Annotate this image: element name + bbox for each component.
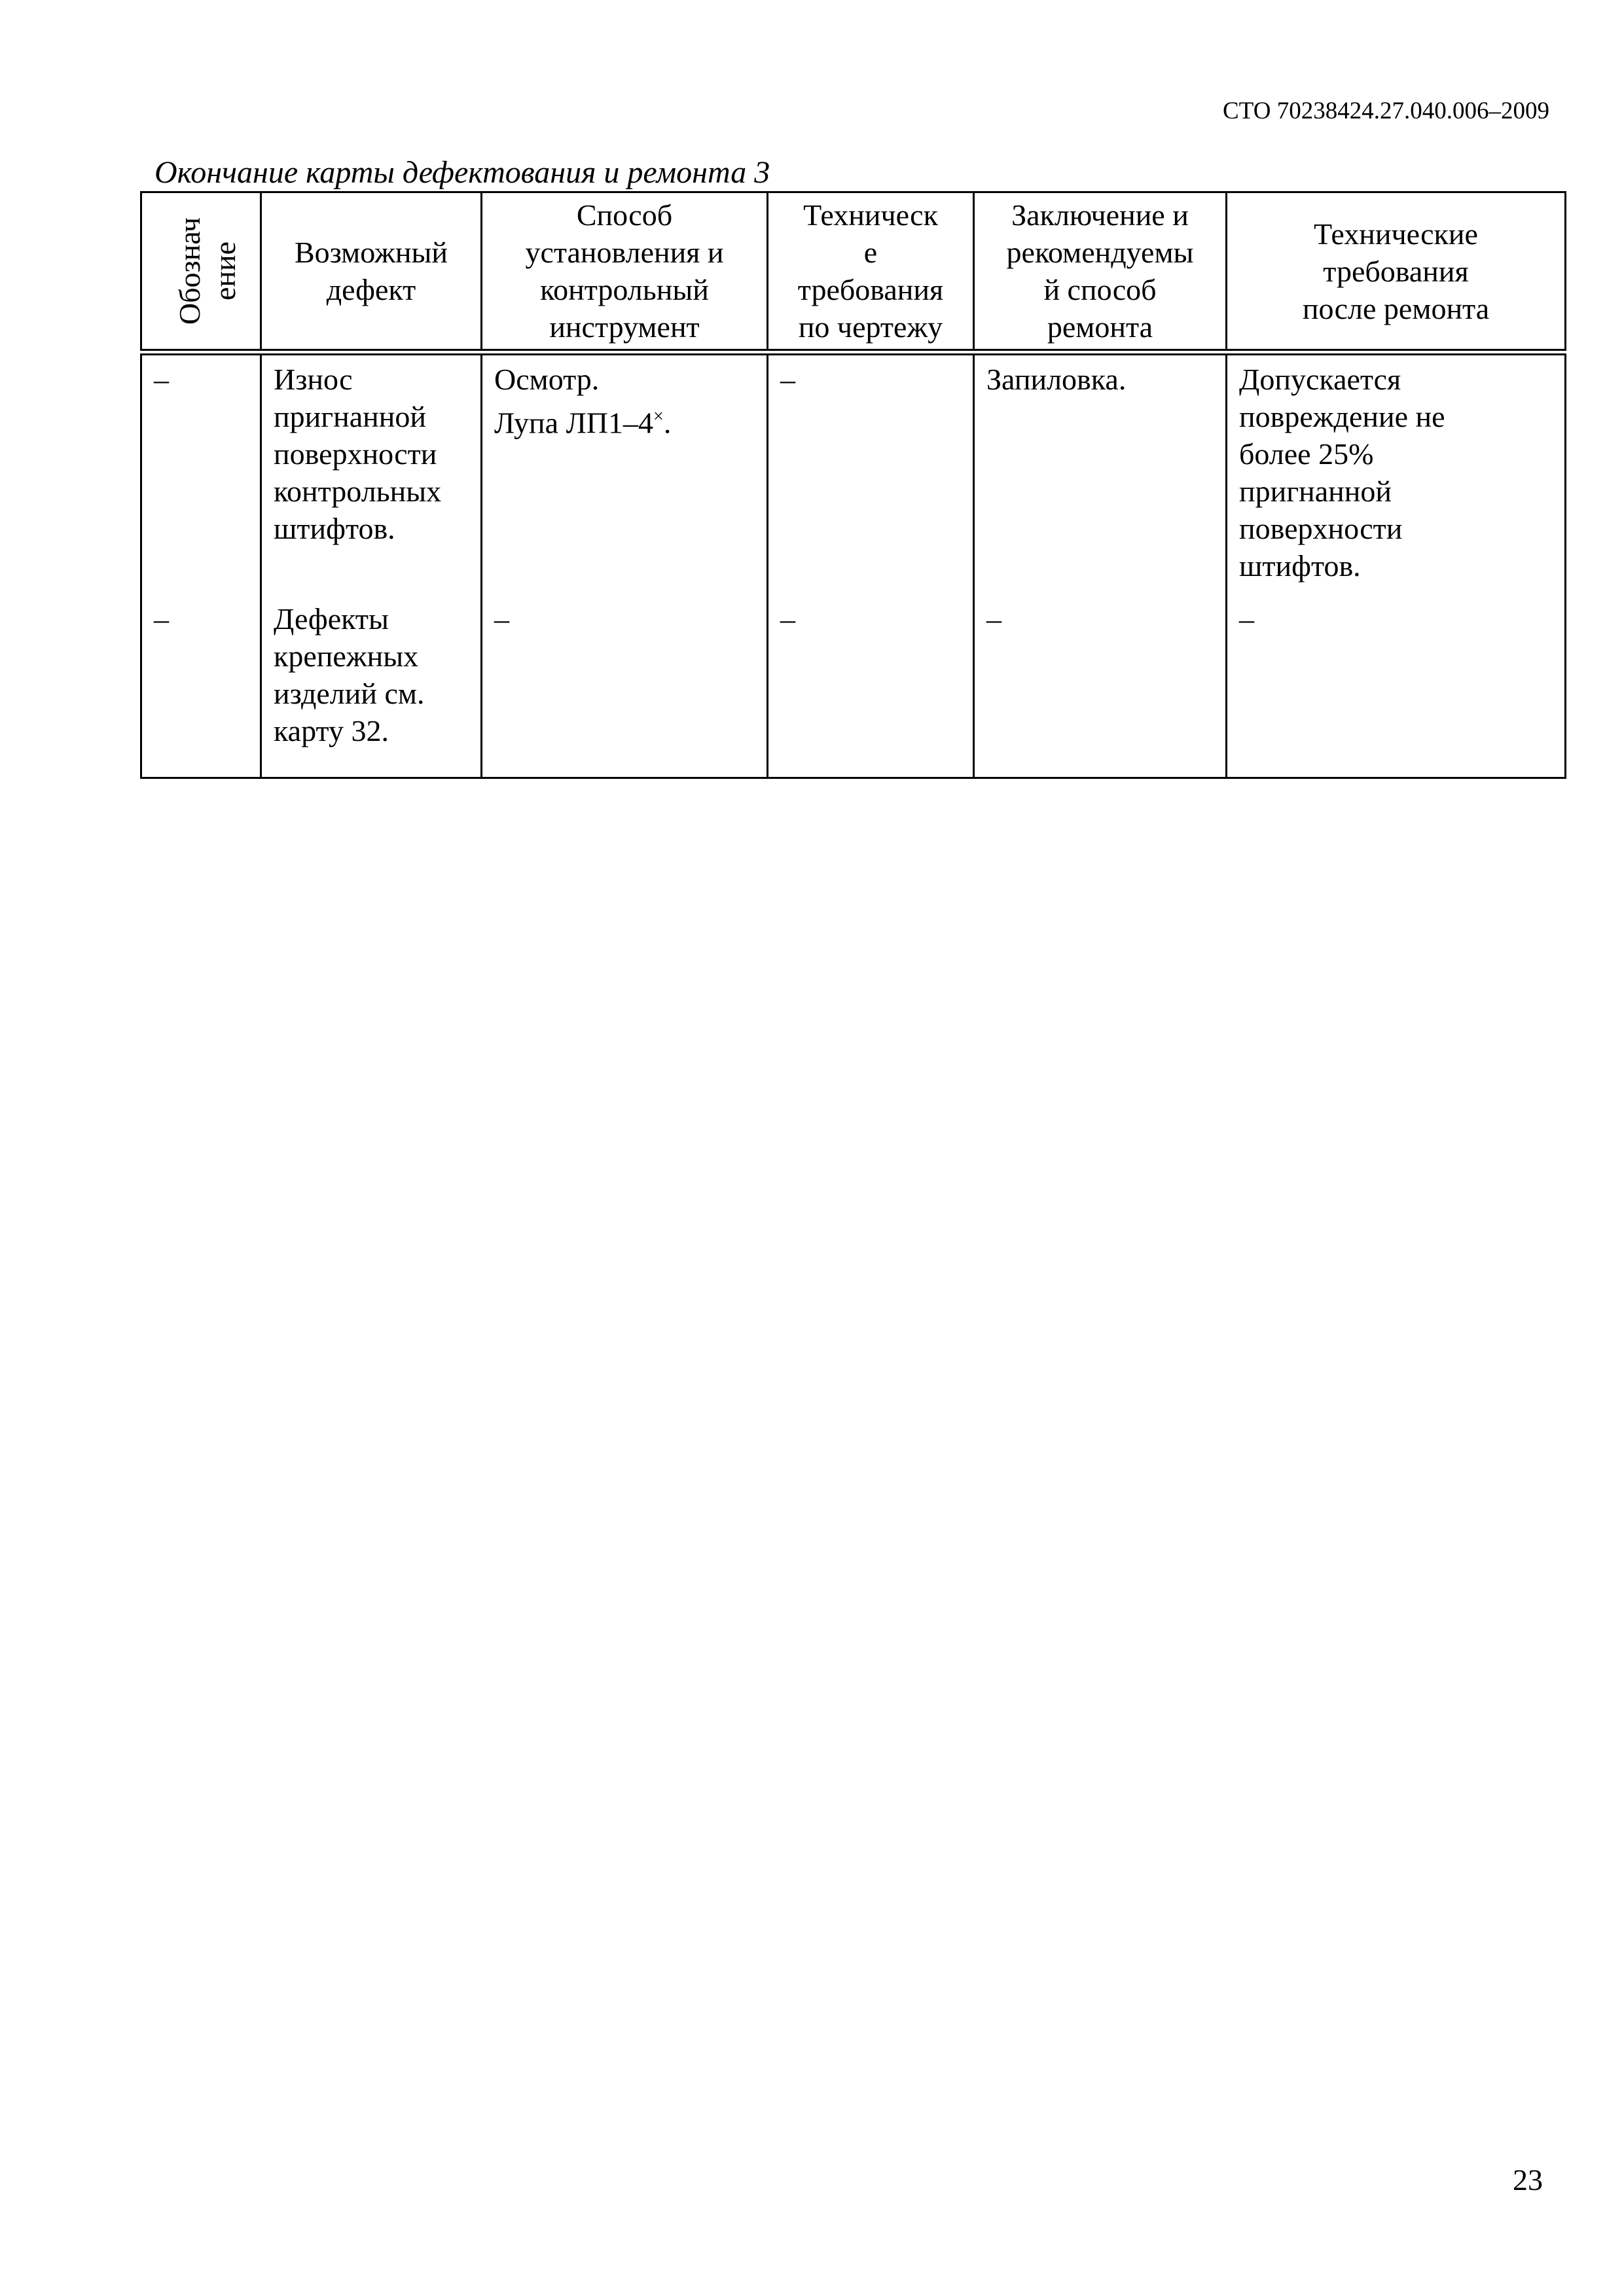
col-header-drawing-requirements: Техническ е требования по чертежу bbox=[768, 192, 974, 353]
cell-method-text: Осмотр. Лупа ЛП1–4 bbox=[494, 363, 654, 440]
cell-method-tail: . bbox=[663, 406, 672, 440]
col-header-designation bbox=[141, 192, 261, 353]
cell-method bbox=[482, 352, 768, 590]
col-header-repair: Заключение и рекомендуемы й способ ремонта bbox=[974, 192, 1227, 353]
cell-method: – bbox=[482, 590, 768, 778]
cell-method-superscript: × bbox=[653, 406, 664, 427]
cell-drawing-requirements: – bbox=[768, 590, 974, 778]
cell-repair: – bbox=[974, 590, 1227, 778]
table-row bbox=[141, 352, 1566, 590]
cell-designation: – bbox=[141, 590, 261, 778]
table-row bbox=[141, 590, 1566, 778]
cell-defect: Дефекты крепежных изделий см. карту 32. bbox=[261, 590, 482, 778]
defect-repair-table bbox=[140, 191, 1566, 779]
cell-defect: Износ пригнанной поверхности контрольных штифтов. bbox=[261, 352, 482, 590]
table-header-row bbox=[141, 192, 1566, 353]
cell-designation: – bbox=[141, 352, 261, 590]
document-code: СТО 70238424.27.040.006–2009 bbox=[1222, 98, 1549, 124]
cell-after-repair: Допускается повреждение не более 25% пригнанной поверхности штифтов. bbox=[1227, 352, 1566, 590]
col-header-method: Способ установления и контрольный инструмент bbox=[482, 192, 768, 353]
page-number: 23 bbox=[1513, 2163, 1543, 2197]
table-caption: Окончание карты дефектования и ремонта 3 bbox=[154, 155, 770, 190]
cell-drawing-requirements: – bbox=[768, 352, 974, 590]
col-header-designation-text: Обознач ение bbox=[173, 217, 242, 325]
col-header-after-repair: Технические требования после ремонта bbox=[1227, 192, 1566, 353]
cell-repair: Запиловка. bbox=[974, 352, 1227, 590]
col-header-defect: Возможный дефект bbox=[261, 192, 482, 353]
cell-after-repair: – bbox=[1227, 590, 1566, 778]
